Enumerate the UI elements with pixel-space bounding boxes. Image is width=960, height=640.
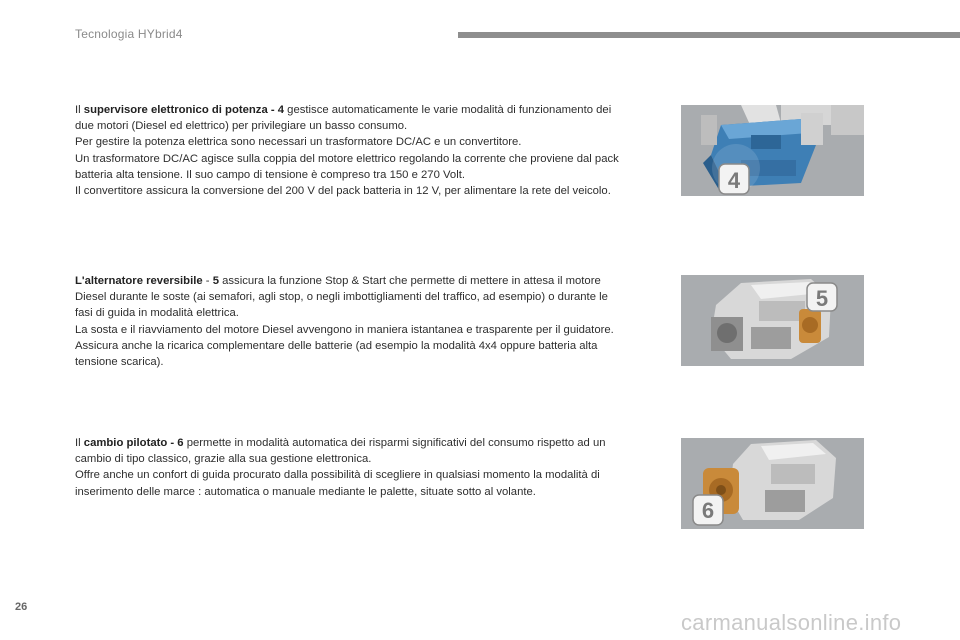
page-number: 26	[15, 601, 28, 613]
watermark: carmanualsonline.info	[681, 610, 902, 635]
figure-gearbox-engine	[681, 438, 864, 529]
paragraph-text: Un trasformatore DC/AC agisce sulla coppia del motore elettrico regolando la corrente che proviene dal pack batteria alta tensione. Il suo campo di tensione è compreso tra 150 e 270 Volt.	[75, 152, 619, 181]
term-bold: supervisore elettronico di potenza - 4	[83, 104, 285, 116]
figure-badge-6: 6	[701, 498, 715, 523]
term-bold: L'alternatore reversibile	[75, 275, 203, 287]
paragraph-text: gestisce automaticamente le varie modalità di funzionamento dei due motori (Diesel ed elettrico) per privilegiare un basso consumo.	[75, 104, 612, 133]
separator-text: -	[202, 275, 213, 287]
paragraph-text: La sosta e il riavviamento del motore Diesel avvengono in maniera istantanea e trasparente per il guidatore.	[75, 323, 614, 336]
term-bold: cambio pilotato - 6	[83, 437, 184, 449]
figure-power-electronics	[681, 105, 864, 196]
header-rule	[458, 32, 960, 38]
figure-alternator-engine	[681, 275, 864, 366]
paragraph-text: assicura la funzione Stop & Start che permette di mettere in attesa il motore Diesel durante le soste (ai semafori, agli stop, o negli imbottigliamenti del traffico, ad esempio) o durante le fasi di guida in modalità elettrica.	[75, 275, 608, 320]
paragraph-text: Per gestire la potenza elettrica sono necessari un trasformatore DC/AC e un convertitore.	[75, 136, 522, 149]
paragraph-text: Assicura anche la ricarica complementare delle batterie (ad esempio la modalità 4x4 oppure batteria alta tensione scarica).	[75, 339, 598, 369]
term-number: 5	[212, 275, 219, 287]
paragraph-text: permette in modalità automatica dei risparmi significativi del consumo rispetto ad un cambio di tipo classico, grazie alla sua gestione elettronica.	[75, 437, 606, 466]
chapter-title: Tecnologia HYbrid4	[75, 27, 183, 41]
paragraph-intro	[75, 273, 620, 322]
paragraph-intro	[75, 435, 620, 467]
section-piloted-gearbox	[75, 435, 620, 500]
paragraph-text: Offre anche un confort di guida procurato dalla possibilità di scegliere in qualsiasi momento la modalità di inserimento delle marce : automatica o manuale mediante le palette, situate sotto al volante.	[75, 469, 600, 498]
section-power-supervisor	[75, 102, 620, 199]
paragraph-text: Il convertitore assicura la conversione del 200 V del pack batteria in 12 V, per alimentare la rete del veicolo.	[75, 185, 611, 198]
figure-badge-4: 4	[727, 168, 741, 193]
section-reversible-alternator	[75, 273, 620, 370]
paragraph-intro	[75, 102, 620, 134]
figure-badge-5: 5	[815, 286, 829, 311]
intro-text: Il	[75, 104, 84, 116]
intro-text: Il	[75, 437, 84, 449]
